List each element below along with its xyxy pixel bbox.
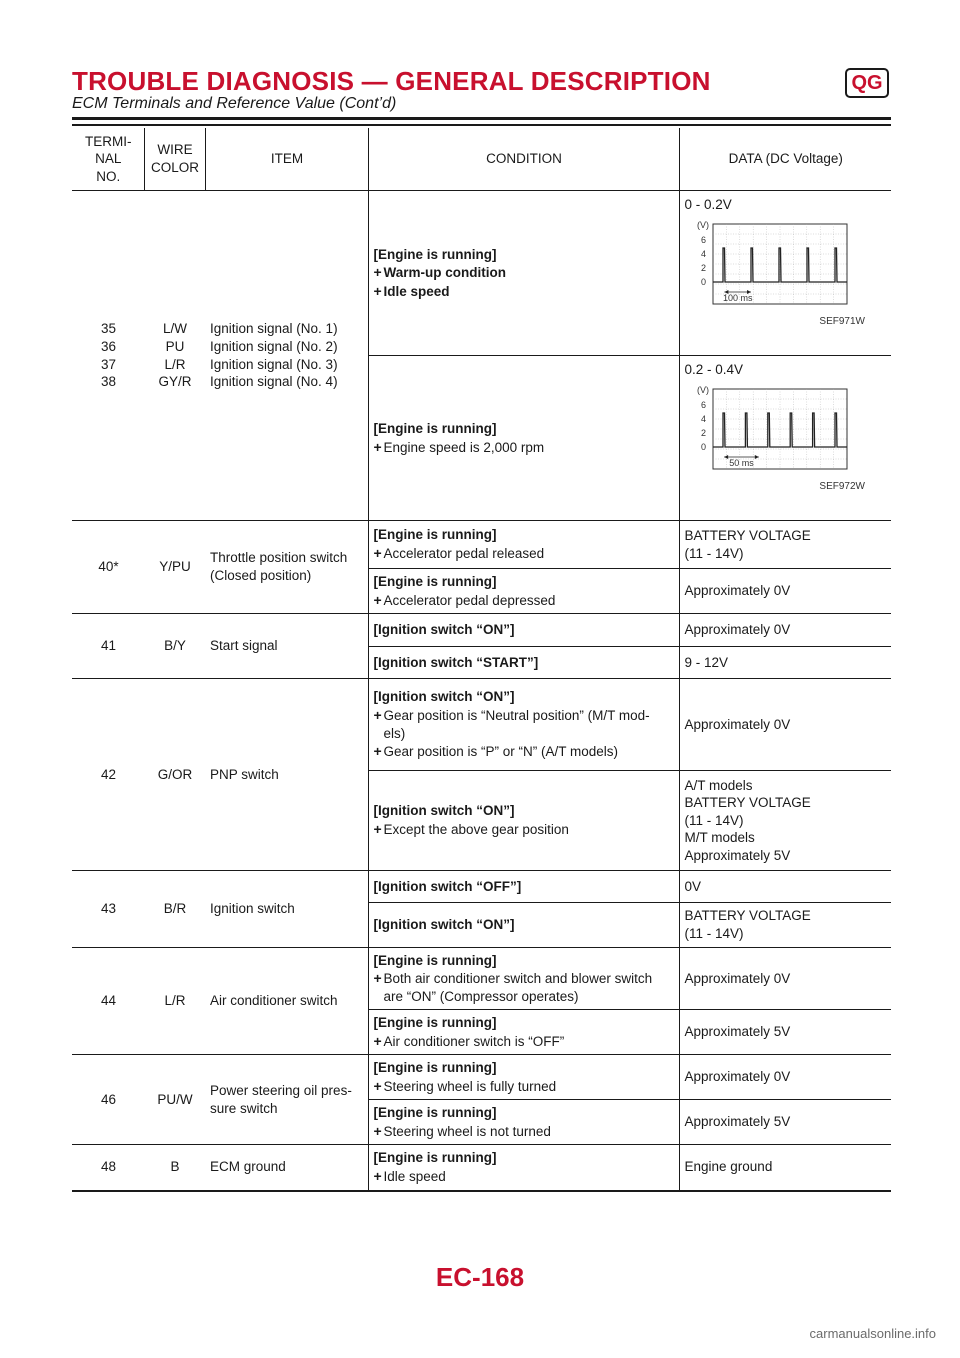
data-value: Approximately 5V (684, 1114, 791, 1130)
table-body (72, 191, 891, 1191)
condition-bullet (374, 820, 675, 839)
bullet-symbol: + (373, 438, 382, 455)
data-value: BATTERY VOLTAGE (11 - 14V) (684, 908, 811, 941)
data-value: Approximately 0V (684, 1069, 791, 1085)
scope-y-tick: 0 (700, 441, 706, 452)
header-rule-thin (72, 124, 891, 126)
condition-title: [Engine is running] (373, 1014, 497, 1030)
condition-cell (368, 1010, 679, 1055)
page-subtitle: ECM Terminals and Reference Value (Cont’d) (72, 95, 397, 112)
data-value: Approximately 0V (684, 583, 791, 599)
data-cell (679, 1055, 891, 1100)
terminal-number: 46 (72, 1055, 144, 1145)
bullet-symbol: + (373, 1167, 382, 1184)
item-description: Air conditioner switch (205, 948, 368, 1055)
condition-bullet (374, 1032, 675, 1051)
condition-bullet (374, 591, 675, 610)
condition-cell (368, 647, 679, 679)
table-row (72, 1055, 891, 1100)
bullet-text: Accelerator pedal released (383, 546, 545, 561)
item-description: Ignition signal (No. 1) Ignition signal (No. 2) Ignition signal (No. 3) Ignition signal (No. 4) (205, 191, 368, 521)
condition-bullet (374, 969, 675, 1005)
page-title: TROUBLE DIAGNOSIS — GENERAL DESCRIPTION (72, 66, 711, 96)
bullet-symbol: + (373, 706, 382, 723)
header-rule (72, 117, 891, 120)
bullet-symbol: + (373, 743, 382, 760)
condition-title: [Ignition switch “START”] (373, 654, 539, 670)
bullet-text: Idle speed (383, 283, 450, 299)
table-header-row (72, 128, 891, 191)
oscilloscope-waveform (685, 218, 879, 328)
wire-color: B (144, 1145, 205, 1191)
header-terminal-no: TERMI- NAL NO. (72, 128, 144, 191)
condition-title: [Engine is running] (373, 420, 497, 436)
condition-cell (368, 614, 679, 647)
condition-cell (368, 1100, 679, 1145)
bullet-symbol: + (373, 545, 382, 561)
bullet-text: Gear position is “Neutral position” (M/T mod- els) (383, 707, 650, 741)
data-cell (679, 871, 891, 903)
table-row (72, 1145, 891, 1191)
figure-code: SEF972W (818, 480, 865, 492)
condition-title: [Ignition switch “ON”] (373, 803, 515, 819)
wire-color: L/R (144, 948, 205, 1055)
wire-color: B/Y (144, 614, 205, 679)
page-number: EC-168 (435, 1262, 525, 1292)
data-cell (679, 614, 891, 647)
data-value: 0.2 - 0.4V (684, 362, 744, 377)
condition-bullet (374, 1122, 675, 1141)
wire-color: L/W PU L/R GY/R (144, 191, 205, 521)
scope-y-tick: 2 (700, 427, 706, 438)
condition-title: [Ignition switch “ON”] (373, 622, 515, 638)
data-value: A/T models BATTERY VOLTAGE (11 - 14V) M/T models Approximately 5V (684, 777, 811, 863)
bullet-symbol: + (373, 1077, 382, 1094)
terminal-number: 35 36 37 38 (72, 191, 144, 521)
wire-color: PU/W (144, 1055, 205, 1145)
condition-title: [Engine is running] (373, 1059, 497, 1075)
bullet-symbol: + (373, 1032, 382, 1049)
bullet-text: Gear position is “P” or “N” (A/T models) (383, 744, 619, 760)
condition-cell (368, 871, 679, 903)
item-description: Start signal (205, 614, 368, 679)
scope-y-tick: 6 (700, 234, 706, 245)
data-cell (679, 521, 891, 569)
data-value: 0 - 0.2V (684, 197, 732, 212)
data-value: Approximately 0V (684, 716, 791, 732)
condition-cell (368, 1055, 679, 1100)
condition-title: [Ignition switch “OFF”] (373, 878, 522, 894)
bullet-text: Warm-up condition (383, 265, 506, 281)
condition-bullet (374, 438, 675, 457)
condition-title: [Engine is running] (373, 952, 497, 968)
bullet-text: Steering wheel is not turned (383, 1123, 551, 1139)
condition-title: [Engine is running] (373, 527, 497, 543)
data-value: BATTERY VOLTAGE (11 - 14V) (684, 527, 811, 561)
scope-time-label: 100 ms (722, 292, 752, 303)
data-cell (679, 569, 891, 614)
engine-code-badge: QG (845, 68, 889, 98)
header-data: DATA (DC Voltage) (679, 128, 891, 191)
scope-y-tick: 2 (700, 262, 706, 273)
condition-bullet (374, 282, 675, 301)
bullet-text: Both air conditioner switch and blower switch are “ON” (Compressor operates) (383, 971, 653, 1004)
condition-bullet (374, 1167, 675, 1186)
condition-bullet (374, 706, 675, 742)
data-value: 9 - 12V (684, 654, 729, 670)
bullet-symbol: + (373, 264, 382, 281)
bullet-text: Except the above gear position (383, 822, 569, 837)
terminal-table-container (72, 128, 891, 1192)
data-cell (679, 679, 891, 771)
header-item: ITEM (205, 128, 368, 191)
item-description: Ignition switch (205, 871, 368, 948)
table-row (72, 679, 891, 771)
scope-y-tick: 0 (700, 276, 706, 287)
bullet-symbol: + (373, 821, 382, 837)
item-description: ECM ground (205, 1145, 368, 1191)
bullet-symbol: + (373, 591, 382, 608)
condition-cell (368, 903, 679, 948)
condition-title: [Ignition switch “ON”] (373, 689, 515, 705)
condition-cell (368, 191, 679, 356)
scope-y-tick: 6 (700, 399, 706, 410)
item-description: PNP switch (205, 679, 368, 871)
figure-code: SEF971W (818, 315, 865, 327)
data-cell (679, 1010, 891, 1055)
bullet-text: Accelerator pedal depressed (383, 592, 556, 608)
table-row (72, 191, 891, 356)
bullet-text: Engine speed is 2,000 rpm (383, 439, 545, 455)
terminal-number: 44 (72, 948, 144, 1055)
data-cell (679, 771, 891, 871)
condition-bullet (374, 263, 675, 282)
condition-title: [Engine is running] (373, 1104, 497, 1120)
scope-y-unit: (V) (696, 219, 709, 230)
condition-title: [Engine is running] (373, 246, 497, 262)
data-value: Approximately 0V (684, 622, 791, 638)
scope-time-label: 50 ms (728, 457, 754, 468)
condition-cell (368, 1145, 679, 1191)
terminal-number: 40* (72, 521, 144, 614)
condition-bullet (374, 742, 675, 761)
condition-cell (368, 356, 679, 521)
data-cell (679, 948, 891, 1010)
header-condition: CONDITION (368, 128, 679, 191)
data-cell (679, 903, 891, 948)
data-cell (679, 1100, 891, 1145)
item-description: Power steering oil pres- sure switch (205, 1055, 368, 1145)
wire-color: B/R (144, 871, 205, 948)
data-value: Engine ground (684, 1159, 773, 1175)
terminal-number: 42 (72, 679, 144, 871)
condition-cell (368, 948, 679, 1010)
condition-bullet (374, 1077, 675, 1096)
condition-bullet (374, 544, 675, 563)
bullet-text: Air conditioner switch is “OFF” (383, 1033, 565, 1049)
watermark: carmanualsonline.info (809, 1326, 936, 1341)
condition-cell (368, 771, 679, 871)
bullet-symbol: + (373, 970, 382, 987)
table-row (72, 614, 891, 647)
data-cell (679, 191, 891, 356)
data-value: 0V (684, 878, 702, 894)
data-cell (679, 647, 891, 679)
waveform-figure (685, 196, 888, 332)
header-wire-color: WIRE COLOR (144, 128, 205, 191)
bullet-text: Idle speed (383, 1168, 446, 1184)
condition-cell (368, 679, 679, 771)
item-description: Throttle position switch (Closed position) (205, 521, 368, 614)
terminal-number: 48 (72, 1145, 144, 1191)
oscilloscope-waveform (685, 383, 879, 493)
condition-cell (368, 521, 679, 569)
wire-color: Y/PU (144, 521, 205, 614)
scope-y-unit: (V) (696, 384, 709, 395)
wire-color: G/OR (144, 679, 205, 871)
bullet-symbol: + (373, 282, 382, 299)
condition-cell (368, 569, 679, 614)
terminal-table (72, 128, 891, 1192)
terminal-number: 43 (72, 871, 144, 948)
bullet-symbol: + (373, 1122, 382, 1139)
data-cell (679, 356, 891, 521)
table-row (72, 871, 891, 903)
bullet-text: Steering wheel is fully turned (383, 1078, 557, 1094)
table-row (72, 521, 891, 569)
condition-title: [Engine is running] (373, 573, 497, 589)
waveform-figure (685, 361, 888, 497)
data-cell (679, 1145, 891, 1191)
condition-title: [Ignition switch “ON”] (373, 917, 515, 933)
scope-y-tick: 4 (700, 413, 706, 424)
terminal-number: 41 (72, 614, 144, 679)
condition-title: [Engine is running] (373, 1150, 497, 1166)
data-value: Approximately 0V (684, 970, 791, 986)
table-row (72, 948, 891, 1010)
data-value: Approximately 5V (684, 1024, 791, 1040)
scope-y-tick: 4 (700, 248, 706, 259)
